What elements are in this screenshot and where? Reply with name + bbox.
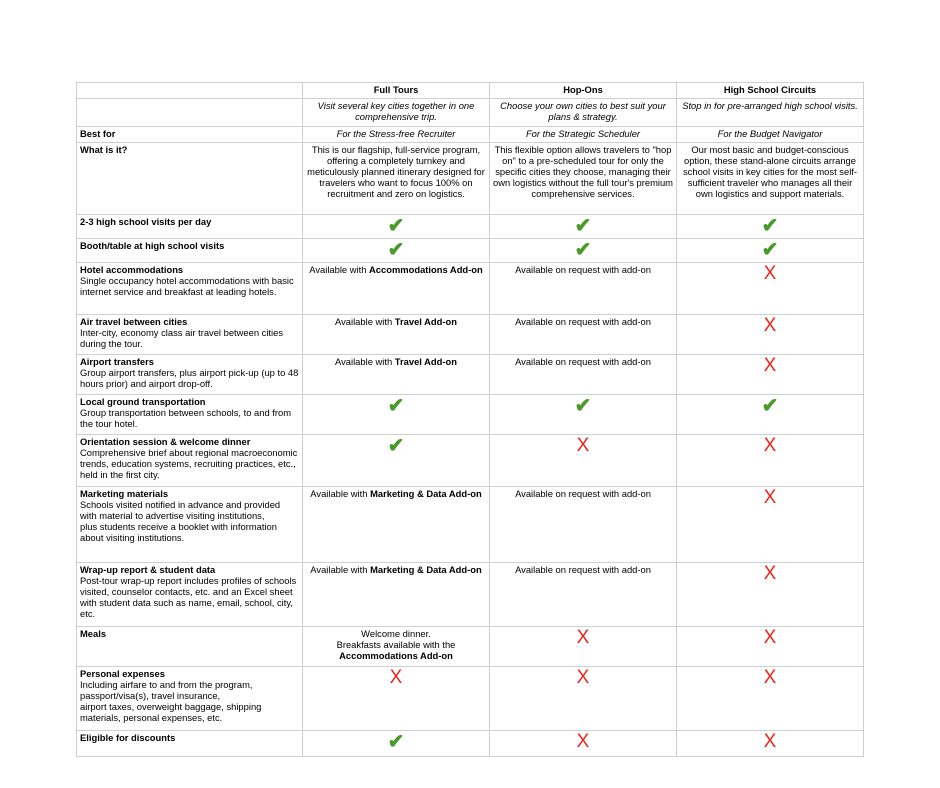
feature-name: 2-3 high school visits per day <box>80 216 212 227</box>
feature-description: Including airfare to and from the program, passport/visa(s), travel insurance, airport taxes, overweight baggage, shipping materials, personal expenses, etc. <box>80 679 262 723</box>
availability-text: Available on request with add-on <box>515 564 651 575</box>
cell-hop-ons <box>490 355 677 395</box>
availability-text: Available on request with add-on <box>515 356 651 367</box>
add-on-name: Travel Add-on <box>394 316 457 327</box>
x-icon: X <box>763 435 777 456</box>
availability-text: Welcome dinner. Breakfasts available with the <box>336 628 456 650</box>
best-for-high-school-circuits: For the Budget Navigator <box>677 127 864 143</box>
availability-text: Available with <box>309 264 370 275</box>
subtitle-full-tours: Visit several key cities together in one comprehensive trip. <box>303 99 490 127</box>
cell-full-tours <box>303 487 490 563</box>
feature-row <box>77 487 864 563</box>
x-icon: X <box>763 667 777 688</box>
cell-high-school-circuits <box>677 239 864 263</box>
what-is-it-hop-ons: This flexible option allows travelers to "hop on" to a pre-scheduled tour for only the specific cities they choose, managing their own logistics without the full tour's premium comprehensive services. <box>490 143 677 215</box>
cell-high-school-circuits <box>677 315 864 355</box>
cell-hop-ons <box>490 563 677 627</box>
x-icon: X <box>763 315 777 336</box>
cell-hop-ons <box>490 627 677 667</box>
feature-row <box>77 563 864 627</box>
feature-name: Orientation session & welcome dinner <box>80 436 251 447</box>
x-icon: X <box>763 731 777 752</box>
cell-hop-ons <box>490 487 677 563</box>
feature-description: Inter-city, economy class air travel between cities during the tour. <box>80 327 284 349</box>
cell-hop-ons <box>490 215 677 239</box>
cell-hop-ons <box>490 239 677 263</box>
what-is-it-label: What is it? <box>77 143 303 215</box>
x-icon: X <box>763 627 777 648</box>
feature-name: Eligible for discounts <box>80 732 176 743</box>
add-on-name: Accommodations Add-on <box>339 650 453 661</box>
comparison-table <box>76 82 864 757</box>
feature-name: Hotel accommodations <box>80 264 184 275</box>
cell-full-tours <box>303 355 490 395</box>
x-icon: X <box>576 731 590 752</box>
feature-description: Single occupancy hotel accommodations with basic internet service and breakfast at leading hotels. <box>80 275 294 297</box>
feature-cell <box>77 487 303 563</box>
feature-cell <box>77 667 303 731</box>
cell-full-tours <box>303 435 490 487</box>
feature-cell <box>77 355 303 395</box>
add-on-name: Travel Add-on <box>394 356 457 367</box>
check-icon: ✔ <box>387 395 405 417</box>
cell-full-tours <box>303 627 490 667</box>
subtitle-high-school-circuits: Stop in for pre-arranged high school visits. <box>677 99 864 127</box>
add-on-name: Marketing & Data Add-on <box>370 564 482 575</box>
cell-full-tours <box>303 315 490 355</box>
add-on-name: Marketing & Data Add-on <box>370 488 482 499</box>
feature-cell <box>77 239 303 263</box>
subtitle-hop-ons: Choose your own cities to best suit your plans & strategy. <box>490 99 677 127</box>
cell-high-school-circuits <box>677 263 864 315</box>
what-is-it-full-tours: This is our flagship, full-service program, offering a completely turnkey and meticulously planned itinerary designed for travelers who want to focus 100% on recruitment and zero on logistics. <box>303 143 490 215</box>
feature-row <box>77 435 864 487</box>
availability-text: Available with <box>310 488 371 499</box>
header-row <box>77 83 864 99</box>
feature-cell <box>77 731 303 757</box>
feature-description: Group airport transfers, plus airport pick-up (up to 48 hours prior) and airport drop-off. <box>80 367 299 389</box>
cell-full-tours <box>303 215 490 239</box>
feature-row <box>77 315 864 355</box>
check-icon: ✔ <box>574 395 592 417</box>
best-for-label: Best for <box>77 127 303 143</box>
cell-high-school-circuits <box>677 563 864 627</box>
cell-hop-ons <box>490 263 677 315</box>
x-icon: X <box>763 355 777 376</box>
check-icon: ✔ <box>574 239 592 261</box>
feature-cell <box>77 627 303 667</box>
x-icon: X <box>576 627 590 648</box>
comparison-table-body <box>77 83 864 757</box>
feature-row <box>77 395 864 435</box>
column-header-full-tours: Full Tours <box>303 83 490 99</box>
feature-row <box>77 731 864 757</box>
cell-hop-ons <box>490 667 677 731</box>
feature-description: Schools visited notified in advance and provided with material to advertise visiting institutions, plus students receive a booklet with information about visiting institutions. <box>80 499 281 543</box>
subtitle-row <box>77 99 864 127</box>
availability-text: Available with <box>335 316 395 327</box>
feature-cell <box>77 395 303 435</box>
feature-name: Local ground transportation <box>80 396 206 407</box>
feature-row <box>77 355 864 395</box>
feature-row <box>77 627 864 667</box>
cell-high-school-circuits <box>677 487 864 563</box>
column-header-hop-ons: Hop-Ons <box>490 83 677 99</box>
feature-name: Wrap-up report & student data <box>80 564 216 575</box>
feature-name: Meals <box>80 628 107 639</box>
cell-high-school-circuits <box>677 215 864 239</box>
what-is-it-high-school-circuits: Our most basic and budget-conscious option, these stand-alone circuits arrange school visits in key cities for the most self-sufficient traveler who manages all their own logistics and support materials. <box>677 143 864 215</box>
feature-cell <box>77 315 303 355</box>
x-icon: X <box>576 435 590 456</box>
feature-description: Post-tour wrap-up report includes profiles of schools visited, counselor contacts, etc. and an Excel sheet with student data such as name, email, school, city, etc. <box>80 575 297 619</box>
cell-hop-ons <box>490 395 677 435</box>
feature-row <box>77 667 864 731</box>
best-for-hop-ons: For the Strategic Scheduler <box>490 127 677 143</box>
cell-hop-ons <box>490 435 677 487</box>
cell-high-school-circuits <box>677 435 864 487</box>
cell-full-tours <box>303 395 490 435</box>
feature-row <box>77 239 864 263</box>
availability-text: Available with <box>310 564 371 575</box>
cell-high-school-circuits <box>677 355 864 395</box>
feature-name: Booth/table at high school visits <box>80 240 225 251</box>
check-icon: ✔ <box>761 395 779 417</box>
cell-full-tours <box>303 239 490 263</box>
availability-text: Available on request with add-on <box>515 264 651 275</box>
feature-cell <box>77 215 303 239</box>
x-icon: X <box>763 263 777 284</box>
cell-full-tours <box>303 731 490 757</box>
check-icon: ✔ <box>387 215 405 237</box>
feature-row <box>77 215 864 239</box>
x-icon: X <box>576 667 590 688</box>
cell-full-tours <box>303 667 490 731</box>
feature-cell <box>77 435 303 487</box>
check-icon: ✔ <box>387 435 405 457</box>
cell-high-school-circuits <box>677 731 864 757</box>
x-icon: X <box>763 563 777 584</box>
what-is-it-row <box>77 143 864 215</box>
check-icon: ✔ <box>761 239 779 261</box>
best-for-full-tours: For the Stress-free Recruiter <box>303 127 490 143</box>
availability-text: Available with <box>335 356 395 367</box>
feature-name: Personal expenses <box>80 668 165 679</box>
cell-hop-ons <box>490 731 677 757</box>
feature-name: Airport transfers <box>80 356 154 367</box>
subtitle-blank <box>77 99 303 127</box>
feature-cell <box>77 263 303 315</box>
cell-high-school-circuits <box>677 627 864 667</box>
cell-full-tours <box>303 563 490 627</box>
check-icon: ✔ <box>387 239 405 261</box>
cell-full-tours <box>303 263 490 315</box>
x-icon: X <box>389 667 403 688</box>
x-icon: X <box>763 487 777 508</box>
header-blank <box>77 83 303 99</box>
feature-name: Marketing materials <box>80 488 169 499</box>
cell-high-school-circuits <box>677 395 864 435</box>
feature-description: Comprehensive brief about regional macroeconomic trends, education systems, recruiting practices, etc., held in the first city. <box>80 447 298 480</box>
check-icon: ✔ <box>387 731 405 753</box>
feature-description: Group transportation between schools, to and from the tour hotel. <box>80 407 292 429</box>
add-on-name: Accommodations Add-on <box>369 264 483 275</box>
feature-name: Air travel between cities <box>80 316 188 327</box>
best-for-row <box>77 127 864 143</box>
cell-hop-ons <box>490 315 677 355</box>
availability-text: Available on request with add-on <box>515 316 651 327</box>
feature-row <box>77 263 864 315</box>
cell-high-school-circuits <box>677 667 864 731</box>
availability-text: Available on request with add-on <box>515 488 651 499</box>
column-header-high-school-circuits: High School Circuits <box>677 83 864 99</box>
check-icon: ✔ <box>761 215 779 237</box>
feature-cell <box>77 563 303 627</box>
check-icon: ✔ <box>574 215 592 237</box>
